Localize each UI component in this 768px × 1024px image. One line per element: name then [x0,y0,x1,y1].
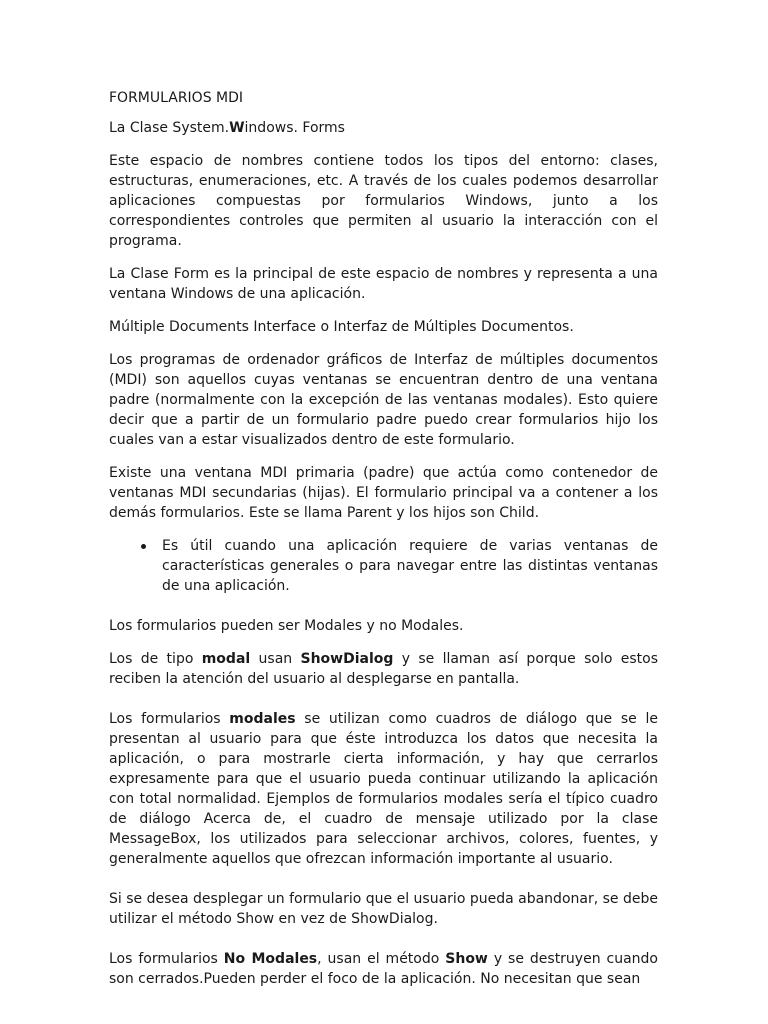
paragraph-modal: Los de tipo modal usan ShowDialog y se llaman así porque solo estos reciben la atención del usuario al desplegarse en pantalla. [109,651,658,687]
document-subtitle: La Clase System.Windows. Forms [109,120,345,136]
paragraph-no-modales: Los formularios No Modales, usan el método Show y se destruyen cuando son cerrados.Pueden perder el foco de la aplicación. No necesitan que sean [109,951,658,987]
document-page [109,88,658,1002]
paragraph-namespace: Este espacio de nombres contiene todos los tipos del entorno: clases, estructuras, enumeraciones, etc. A través de los cuales podemos desarrollar aplicaciones compuestas por formularios Windows, junto a los correspondientes controles que permiten al usuario la interacción con el programa. [109,153,658,249]
paragraph-mdi-parent: Existe una ventana MDI primaria (padre) que actúa como contenedor de ventanas MDI secundarias (hijas). El formulario principal va a contener a los demás formularios. Este se llama Parent y los hijos son Child. [109,465,658,521]
paragraph-form-class: La Clase Form es la principal de este espacio de nombres y representa a una ventana Windows de una aplicación. [109,266,658,302]
paragraph-mdi-definition: Múltiple Documents Interface o Interfaz de Múltiples Documentos. [109,319,574,335]
bullet-list [109,536,658,596]
bullet-icon [141,544,146,549]
paragraph-mdi-programs: Los programas de ordenador gráficos de Interfaz de múltiples documentos (MDI) son aquellos cuyas ventanas se encuentran dentro de una ventana padre (normalmente con la excepción de las ventanas modales). Esto quiere decir que a partir de un formulario padre puedo crear formularios hijo los cuales van a estar visualizados dentro de este formulario. [109,352,658,448]
list-item-text: Es útil cuando una aplicación requiere de varias ventanas de características generales o para navegar entre las distintas ventanas de una aplicación. [162,538,658,594]
document-title: FORMULARIOS MDI [109,90,244,106]
list-item [162,536,658,596]
paragraph-show: Si se desea desplegar un formulario que el usuario pueda abandonar, se debe utilizar el método Show en vez de ShowDialog. [109,891,658,927]
paragraph-modales: Los formularios modales se utilizan como cuadros de diálogo que se le presentan al usuario para que éste introduzca los datos que necesita la aplicación, o para mostrarle cierta información, y hay que cerrarlos expresamente para que el usuario pueda continuar utilizando la aplicación con total normalidad. Ejemplos de formularios modales sería el típico cuadro de diálogo Acerca de, el cuadro de mensaje utilizado por la clase MessageBox, los utilizados para seleccionar archivos, colores, fuentes, y generalmente aquellos que ofrezcan información importante al usuario. [109,711,658,867]
paragraph-modal-types: Los formularios pueden ser Modales y no Modales. [109,618,464,634]
